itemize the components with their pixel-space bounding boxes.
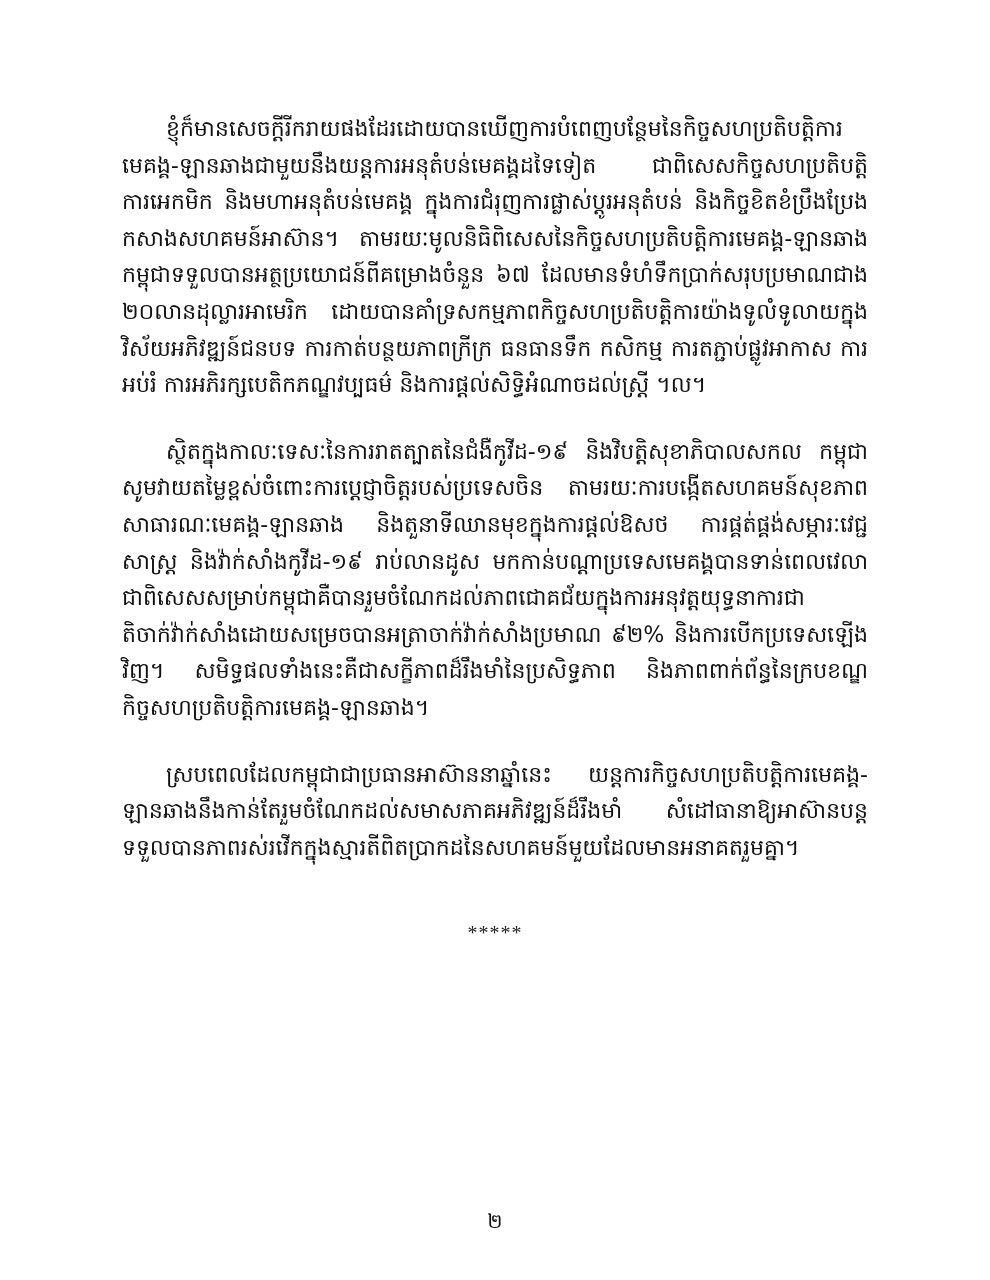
paragraph-covid-response: ស្ថិតក្នុងកាលៈទេសៈនៃការរាតត្បាតនៃជំងឺកូវីដ-១៩ និងវិបត្តិសុខាភិបាលសកល កម្ពុជាសូមវាយតម្លៃខ្ពស់ចំពោះការប្តេជ្ញាចិត្តរបស់ប្រទេសចិន តាមរយៈការបង្កើតសហគមន៍សុខភាពសាធារណៈមេគង្គ-ឡានឆាង និងតួនាទីឈានមុខក្នុងការផ្តល់ឱសថ ការផ្គត់ផ្គង់សម្ភារៈវេជ្ជសាស្ត្រ និងវ៉ាក់សាំងកូវីដ-១៩ រាប់លានដូស មកកាន់បណ្តាប្រទេសមេគង្គបានទាន់ពេលវេលា ជាពិសេសសម្រាប់កម្ពុជាគឺបានរួមចំណែកដល់ភាពជោគជ័យក្នុងការអនុវត្តយុទ្ធនាការជាតិចាក់វ៉ាក់សាំងដោយសម្រេចបានអត្រាចាក់វ៉ាក់សាំងប្រមាណ ៩២% និងការបើកប្រទេសឡើងវិញ។ សមិទ្ធផលទាំងនេះគឺជាសក្ខីភាពដ៏រឹងមាំនៃប្រសិទ្ធភាព និងភាពពាក់ព័ន្ធនៃក្របខណ្ឌកិច្ចសហប្រតិបត្តិការមេគង្គ-ឡានឆាង។ — [122, 439, 868, 721]
paragraph-asean-chairmanship: ស្របពេលដែលកម្ពុជាជាប្រធានអាស៊ាននាឆ្នាំនេះ យន្តការកិច្ចសហប្រតិបត្តិការមេគង្គ-ឡានឆាងនឹងកាន់តែរួមចំណែកដល់សមាសភាគអភិវឌ្ឍន៍ដ៏រឹងមាំ សំដៅធានាឱ្យអាស៊ានបន្តទទួលបានភាពរស់រវើកក្នុងស្មារតីពិតប្រាកដនៃសហគមន៍មួយដែលមានអនាគតរួមគ្នា។ — [122, 762, 868, 861]
section-separator: ***** — [467, 922, 523, 944]
page-number: ២ — [487, 1209, 503, 1233]
paragraph-cooperation-mechanisms: ខ្ញុំក៏មានសេចក្តីរីករាយផងដែរដោយបានឃើញការបំពេញបន្ថែមនៃកិច្ចសហប្រតិបត្តិការមេគង្គ-ឡានឆាងជាមួយនឹងយន្តការអនុតំបន់មេគង្គដទៃទៀត ជាពិសេសកិច្ចសហប្រតិបត្តិការអេកមិក និងមហាអនុតំបន់មេគង្គ ក្នុងការជំរុញការផ្លាស់ប្តូរអនុតំបន់ និងកិច្ចខិតខំប្រឹងប្រែងកសាងសហគមន៍អាស៊ាន។ តាមរយៈមូលនិធិពិសេសនៃកិច្ចសហប្រតិបត្តិការមេគង្គ-ឡានឆាង កម្ពុជាទទួលបានអត្ថប្រយោជន៍ពីគម្រោងចំនួន ៦៧ ដែលមានទំហំទឹកប្រាក់សរុបប្រមាណជាង ២០លានដុល្លារអាមេរិក ដោយបានគាំទ្រសកម្មភាពកិច្ចសហប្រតិបត្តិការយ៉ាងទូលំទូលាយក្នុងវិស័យអភិវឌ្ឍន៍ជនបទ ការកាត់បន្ថយភាពក្រីក្រ ធនធានទឹក កសិកម្ម ការតភ្ជាប់ផ្លូវអាកាស ការអប់រំ ការអភិរក្សបេតិកភណ្ឌវប្បធម៌ និងការផ្តល់សិទ្ធិអំណាចដល់ស្ត្រី ។ល។ — [122, 117, 868, 399]
document-body — [122, 112, 868, 897]
